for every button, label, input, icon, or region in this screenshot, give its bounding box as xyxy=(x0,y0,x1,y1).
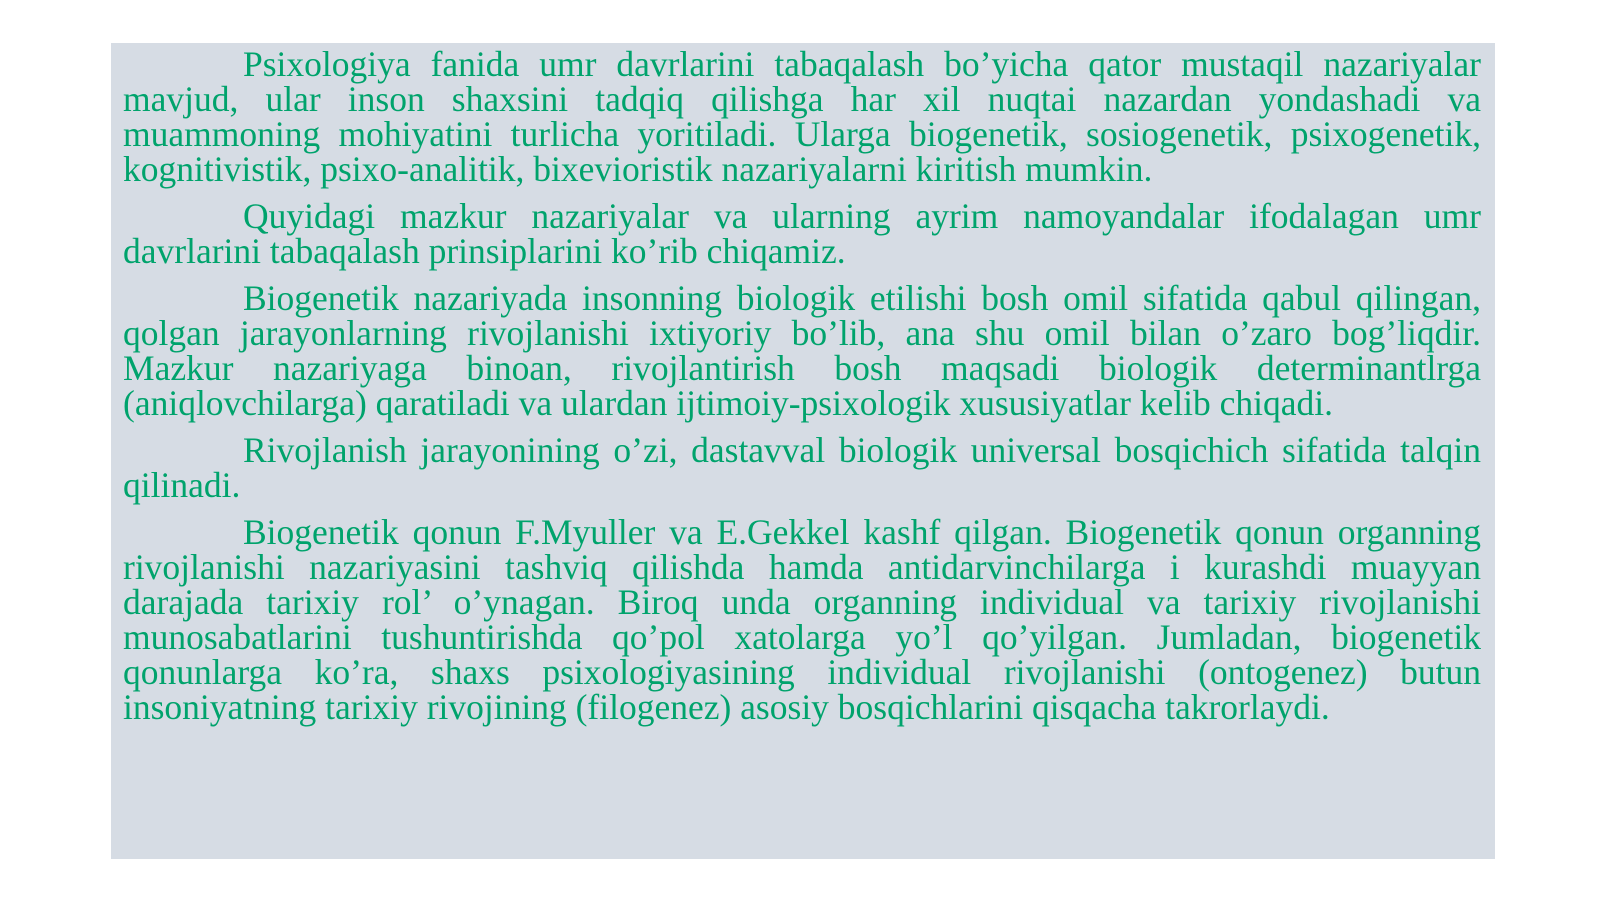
paragraph-review-principles: Quyidagi mazkur nazariyalar va ularning ayrim namoyandalar ifodalagan umr davrlarini tabaqalash prinsiplarini ko’rib chiqamiz. xyxy=(123,196,1481,271)
paragraph-biogenetic-theory: Biogenetik nazariyada insonning biologik etilishi bosh omil sifatida qabul qilingan, qolgan jarayonlarning rivojlanishi ixtiyoriy bo’lib, ana shu omil bilan o’zaro bog’liqdir. Mazkur nazariyaga binoan, rivojlantirish bosh maqsadi biologik determinantlrga (aniqlovchilarga) qaratiladi va ulardan ijtimoiy-psixologik xususiyatlar kelib chiqadi. xyxy=(123,278,1481,423)
paragraph-development-process: Rivojlanish jarayonining o’zi, dastavval biologik universal bosqichich sifatida talqin qilinadi. xyxy=(123,430,1481,505)
text-box xyxy=(111,43,1495,859)
paragraph-theories-intro: Psixologiya fanida umr davrlarini tabaqalash bo’yicha qator mustaqil nazariyalar mavjud, ular inson shaxsini tadqiq qilishga har xil nuqtai nazardan yondashadi va muammoning mohiyatini turlicha yoritiladi. Ularga biogenetik, sosiogenetik, psixogenetik, kognitivistik, psixo-analitik, bixevioristik nazariyalarni kiritish mumkin. xyxy=(123,44,1481,189)
paragraph-biogenetic-law: Biogenetik qonun F.Myuller va E.Gekkel kashf qilgan. Biogenetik qonun organning rivojlanishi nazariyasini tashviq qilishda hamda antidarvinchilarga i kurashdi muayyan darajada tarixiy rol’ o’ynagan. Biroq unda organning individual va tarixiy rivojlanishi munosabatlarini tushuntirishda qo’pol xatolarga yo’l qo’yilgan. Jumladan, biogenetik qonunlarga ko’ra, shaxs psixologiyasining individual rivojlanishi (ontogenez) butun insoniyatning tarixiy rivojining (filogenez) asosiy bosqichlarini qisqacha takrorlaydi. xyxy=(123,512,1481,727)
